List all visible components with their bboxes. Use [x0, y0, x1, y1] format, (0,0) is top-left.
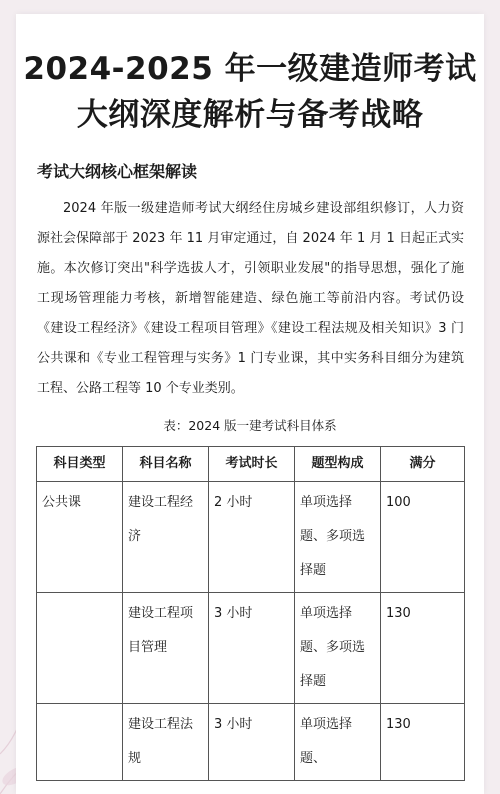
cell-subject-name: 建设工程经济 — [123, 482, 209, 593]
document-title — [16, 46, 484, 138]
cell-subject-type — [37, 704, 123, 781]
title-line-2: 大纲深度解析与备考战略 — [76, 97, 424, 133]
cell-full-score: 130 — [381, 704, 465, 781]
cell-full-score: 130 — [381, 593, 465, 704]
table-row — [37, 704, 465, 781]
table-header-row — [37, 447, 465, 482]
cell-full-score: 100 — [381, 482, 465, 593]
cell-subject-name: 建设工程项目管理 — [123, 593, 209, 704]
header-subject-type: 科目类型 — [37, 447, 123, 482]
cell-duration: 3 小时 — [209, 593, 295, 704]
document-page — [16, 14, 484, 794]
header-question-types: 题型构成 — [295, 447, 381, 482]
cell-subject-type: 公共课 — [37, 482, 123, 593]
cell-question-types: 单项选择题、 — [295, 704, 381, 781]
table-row — [37, 482, 465, 593]
cell-subject-type — [37, 593, 123, 704]
header-subject-name: 科目名称 — [123, 447, 209, 482]
table-row — [37, 593, 465, 704]
cell-subject-name: 建设工程法规 — [123, 704, 209, 781]
cell-duration: 3 小时 — [209, 704, 295, 781]
cell-duration: 2 小时 — [209, 482, 295, 593]
exam-subjects-table — [36, 446, 465, 781]
table-caption: 表：2024 版一建考试科目体系 — [163, 418, 337, 433]
header-full-score: 满分 — [381, 447, 465, 482]
cell-question-types: 单项选择题、多项选择题 — [295, 482, 381, 593]
cell-question-types: 单项选择题、多项选择题 — [295, 593, 381, 704]
section-heading: 考试大纲核心框架解读 — [37, 162, 198, 181]
title-line-1: 2024-2025 年一级建造师考试 — [23, 51, 477, 87]
body-paragraph: 2024 年版一级建造师考试大纲经住房城乡建设部组织修订，人力资源社会保障部于 2023 年 11 月审定通过，自 2024 年 1 月 1 日起正式实施。本次修订突出"科学选拔人才，引领职业发展"的指导思想，强化了施工现场管理能力考核，新增智能建造、绿色施工等前沿内容。考试仍设《建设工程经济》《建设工程项目管理》《建设工程法规及相关知识》3 门公共课和《专业工程管理与实务》1 门专业课，其中实务科目细分为建筑工程、公路工程等 10 个专业类别。 — [37, 201, 464, 396]
header-duration: 考试时长 — [209, 447, 295, 482]
